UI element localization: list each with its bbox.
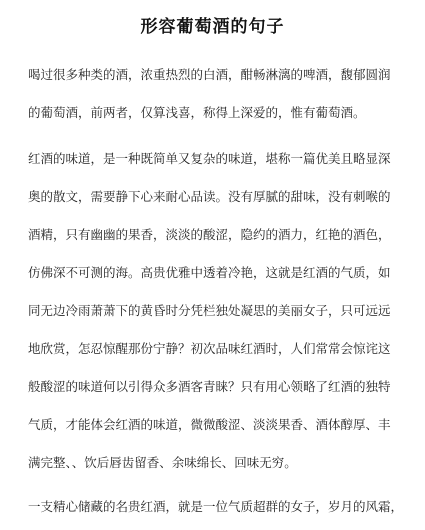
paragraph-line: 般酸涩的味道何以引得众多酒客青睐？只有用心领略了红酒的独特 (28, 379, 391, 394)
paragraph-line: 满完整、、饮后唇齿留香、余味绵长、回味无穷。 (28, 455, 297, 470)
paragraph-line: 同无边冷雨萧萧下的黄昏时分凭栏独处凝思的美丽女子，只可远远 (28, 303, 391, 318)
document-title: 形容葡萄酒的句子 (140, 17, 285, 37)
paragraph-line: 地欣赏，怎忍惊醒那份宁静？初次品味红酒时，人们常常会惊诧这 (28, 341, 391, 356)
paragraph-line: 红酒的味道，是一种既简单又复杂的味道，堪称一篇优美且略显深 (28, 151, 391, 166)
paragraph-line: 气质，才能体会红酒的味道，微微酸涩、淡淡果香、酒体醇厚、丰 (28, 417, 391, 432)
paragraph-line: 一支精心储藏的名贵红酒，就是一位气质超群的女子，岁月的风霜， (28, 499, 404, 514)
paragraph-line: 喝过很多种类的酒，浓重热烈的白酒，酣畅淋漓的啤酒，馥郁圆润 (28, 67, 391, 82)
paragraph-line: 酒精，只有幽幽的果香，淡淡的酸涩，隐约的酒力，红艳的酒色， (28, 227, 391, 242)
paragraph-line: 仿佛深不可测的海。高贵优雅中透着冷艳，这就是红酒的气质，如 (28, 265, 391, 280)
paragraph-line: 奥的散文，需要静下心来耐心品读。没有厚腻的甜味，没有刺喉的 (28, 189, 391, 204)
paragraph-line: 的葡萄酒，前两者，仅算浅喜，称得上深爱的，惟有葡萄酒。 (28, 105, 366, 120)
